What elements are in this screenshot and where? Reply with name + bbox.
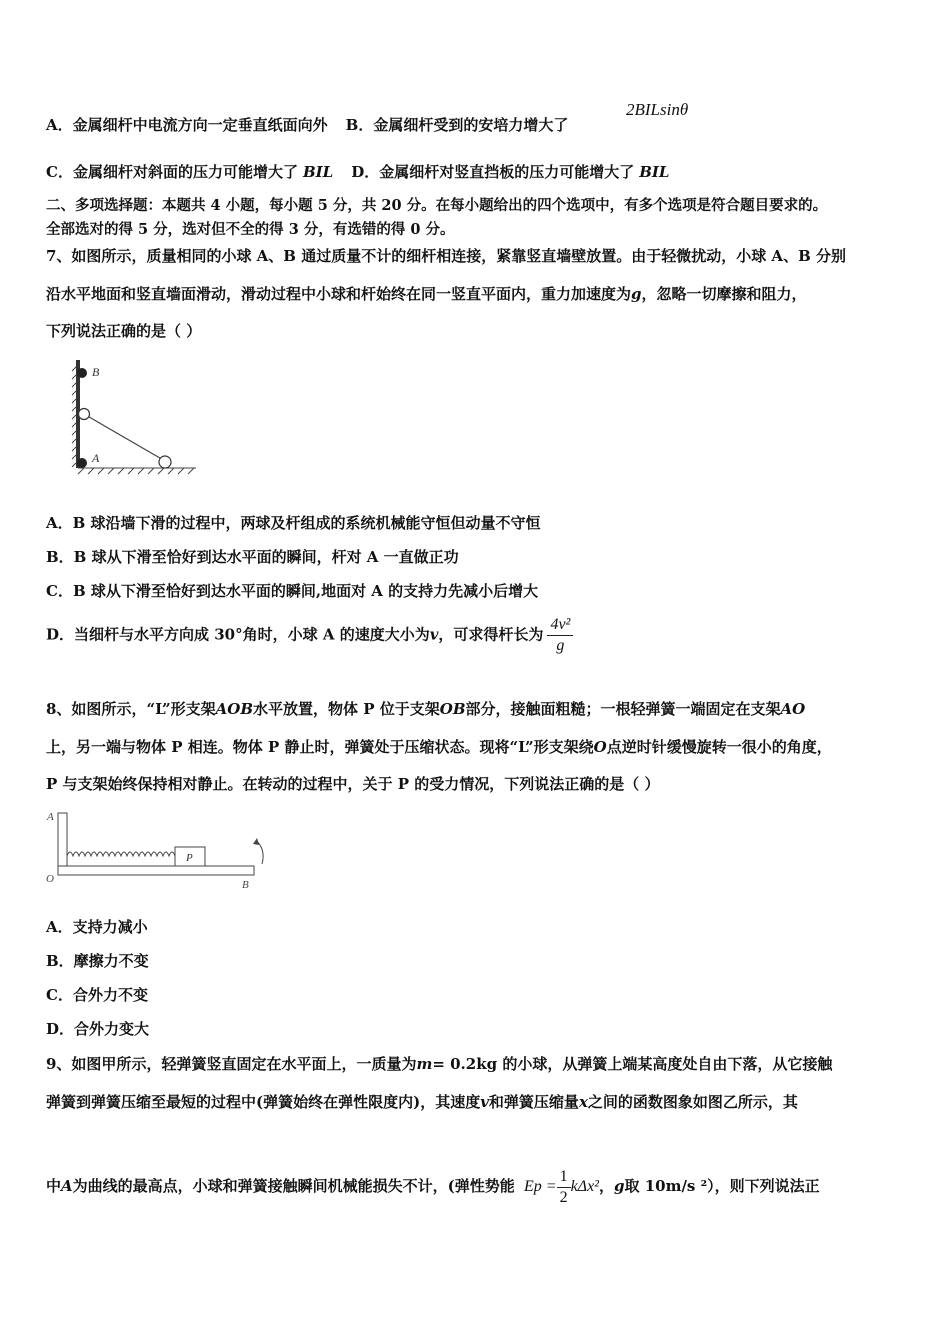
section2-heading-line1: 二、多项选择题：本题共 4 小题，每小题 5 分，共 20 分。在每小题给出的四个选项中，有多个选项是符合题目要求的。 xyxy=(46,197,828,214)
q7-option-c: C．B 球从下滑至恰好到达水平面的瞬间,地面对 A 的支持力先减小后增大 xyxy=(46,582,539,600)
q7-figure xyxy=(66,355,206,475)
q6-option-d: D．金属细杆对竖直挡板的压力可能增大了 xyxy=(351,163,635,181)
q6-option-d-var: BIL xyxy=(639,163,670,181)
q8-option-b: B．摩擦力不变 xyxy=(46,952,149,970)
q6-option-c: C．金属细杆对斜面的压力可能增大了 xyxy=(46,163,298,181)
q7-ball-a xyxy=(77,458,87,468)
q7-stem-line1: 7、如图所示，质量相同的小球 A、B 通过质量不计的细杆相连接，紧靠竖直墙壁放置。由于轻微扰动，小球 A、B 分别 xyxy=(46,247,846,265)
q7-option-d-fraction: $\frac{\text{4v²}}{g}$ xyxy=(547,615,573,656)
q7-option-b: B．B 球从下滑至恰好到达水平面的瞬间，杆对 A 一直做正功 xyxy=(46,548,459,566)
q8-label-a: A xyxy=(47,811,54,823)
q6-option-a-b-row xyxy=(46,115,568,135)
q8-option-c: C．合外力不变 xyxy=(46,986,148,1004)
q8-spring xyxy=(67,852,187,856)
section2-heading-line2: 全部选对的得 5 分，选对但不全的得 3 分，有选错的得 0 分。 xyxy=(46,221,455,238)
q7-stem-line2: 沿水平地面和竖直墙面滑动，滑动过程中小球和杆始终在同一竖直平面内，重力加速度为g，忽略一切摩擦和阻力， xyxy=(46,285,807,303)
q9-stem-line2: 弹簧到弹簧压缩至最短的过程中(弹簧始终在弹性限度内)，其速度v和弹簧压缩量x之间的函数图象如图乙所示，其 xyxy=(46,1093,798,1111)
q9-formula-lhs: Ep = xyxy=(524,1178,557,1195)
q8-label-o: O xyxy=(46,873,54,885)
q9-formula-fraction: $\frac{1}{2}$ xyxy=(557,1167,571,1208)
q6-option-a: A．金属细杆中电流方向一定垂直纸面向外 xyxy=(46,116,328,134)
q6-option-c-var: BIL xyxy=(302,163,334,181)
q7-ball-a-slid xyxy=(159,456,171,468)
q8-figure xyxy=(44,810,274,895)
q6-option-b-formula: 2BILsinθ xyxy=(626,100,689,119)
q8-option-a: A．支持力减小 xyxy=(46,918,148,936)
q8-stem-line1: 8、如图所示，“L”形支架AOB水平放置，物体 P 位于支架OB部分，接触面粗糙；一根轻弹簧一端固定在支架AO xyxy=(46,700,806,718)
q7-option-a: A．B 球沿墙下滑的过程中，两球及杆组成的系统机械能守恒但动量不守恒 xyxy=(46,514,541,532)
q8-label-p: P xyxy=(186,852,193,864)
q7-label-b: B xyxy=(92,365,100,379)
q7-ball-b-slid xyxy=(79,409,90,420)
q7-option-d: D．当细杆与水平方向成 30°角时，小球 A 的速度大小为v，可求得杆长为 $\frac{\text{4v²}}{g}$ xyxy=(46,615,573,656)
q7-stem-line3: 下列说法正确的是（ ） xyxy=(46,322,202,340)
q9-stem-line3: 中A为曲线的最高点，小球和弹簧接触瞬间机械能损失不计，(弹性势能 Ep = $\frac{1}{2}$ kΔx²，g取 10m/s ²），则下列说法正 xyxy=(46,1167,820,1206)
q7-ball-b xyxy=(77,368,87,378)
q7-label-a: A xyxy=(92,451,100,465)
q8-stem-line2: 上，另一端与物体 P 相连。物体 P 静止时，弹簧处于压缩状态。现将“L”形支架绕O点逆时针缓慢旋转一很小的角度， xyxy=(46,738,832,756)
q8-option-d: D．合外力变大 xyxy=(46,1020,150,1038)
q8-label-b: B xyxy=(242,879,249,891)
q8-stem-line3: P 与支架始终保持相对静止。在转动的过程中，关于 P 的受力情况，下列说法正确的是（ ） xyxy=(46,775,660,793)
q6-option-c-d-row xyxy=(46,162,669,182)
q6-option-b: B．金属细杆受到的安培力增大了 xyxy=(345,116,569,134)
q9-formula-rhs: kΔx² xyxy=(570,1178,599,1195)
q9-stem-line1: 9、如图甲所示，轻弹簧竖直固定在水平面上，一质量为m= 0.2kg 的小球，从弹簧上端某高度处自由下落，从它接触 xyxy=(46,1055,833,1073)
